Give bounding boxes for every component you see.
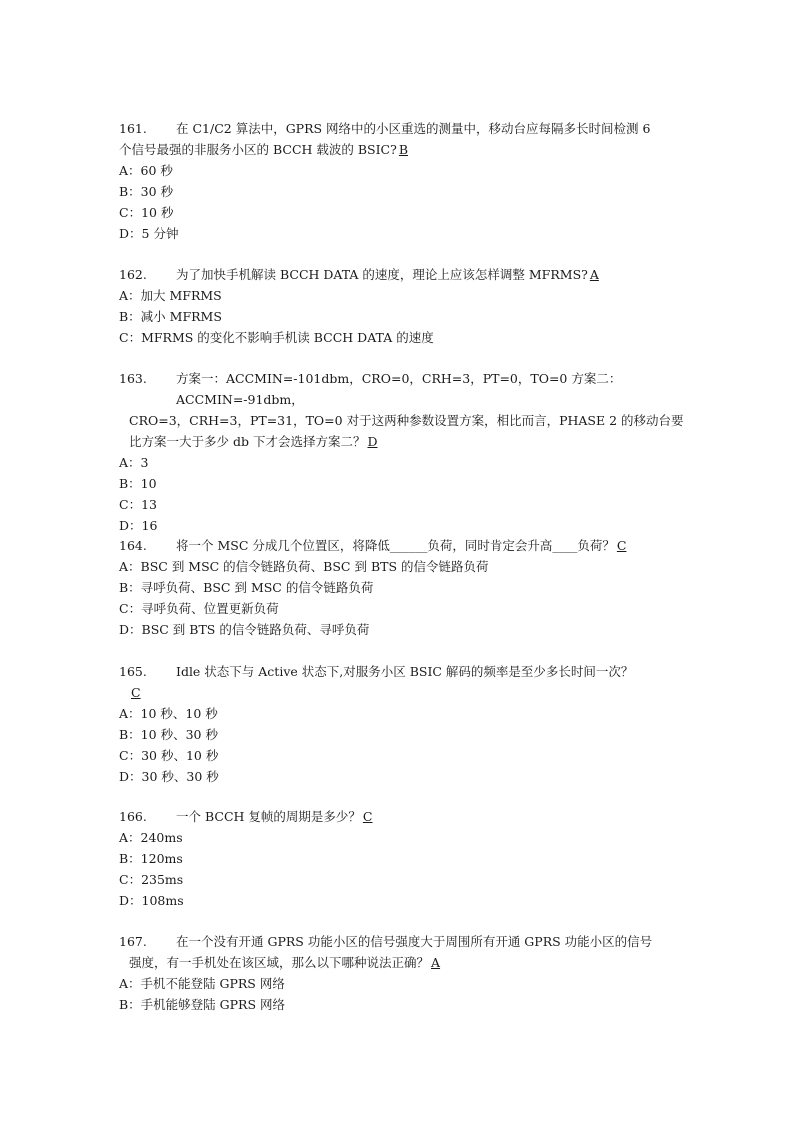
option: C：MFRMS 的变化不影响手机读 BCCH DATA 的速度 [119, 330, 434, 345]
option: C：30 秒、10 秒 [119, 748, 219, 763]
option: C：235ms [119, 872, 184, 887]
option: B：30 秒 [119, 184, 174, 199]
option: D：108ms [119, 893, 184, 908]
question-number: 161. [119, 121, 147, 136]
question-stem [119, 806, 699, 827]
answer-blank: C [616, 538, 627, 553]
option: A：60 秒 [119, 163, 173, 178]
answer-blank: D [367, 434, 378, 449]
answer-blank: C [362, 809, 373, 824]
question-text-line: 个信号最强的非服务小区的 BCCH 载波的 BSIC? B [119, 139, 699, 160]
question-text-line: CRO=3，CRH=3，PT=31，TO=0 对于这两种参数设置方案，相比而言，PHASE 2 的移动台要 [129, 413, 684, 428]
question-number: 167. [119, 934, 147, 949]
option: B：减小 MFRMS [119, 309, 222, 324]
option: C：寻呼负荷、位置更新负荷 [119, 601, 279, 616]
question-stem [119, 661, 699, 703]
question-167 [119, 931, 699, 1015]
question-text-line: 在 C1/C2 算法中，GPRS 网络中的小区重选的测量中，移动台应每隔多长时间检测 6 [176, 121, 651, 136]
question-text-line: 将一个 MSC 分成几个位置区，将降低______负荷，同时肯定会升高____负荷？ C [119, 535, 699, 556]
question-161 [119, 118, 699, 244]
option: A：10 秒、10 秒 [119, 706, 218, 721]
question-166 [119, 806, 699, 911]
question-stem [119, 535, 699, 556]
question-number: 162. [119, 267, 147, 282]
option: B：寻呼负荷、BSC 到 MSC 的信令链路负荷 [119, 580, 374, 595]
option: A：240ms [119, 830, 183, 845]
question-number: 164. [119, 538, 147, 553]
option: A：手机不能登陆 GPRS 网络 [119, 976, 285, 991]
option: D：16 [119, 518, 158, 533]
option: B：10 [119, 476, 157, 491]
option: A：3 [119, 455, 149, 470]
question-162 [119, 264, 699, 348]
question-number: 165. [119, 664, 147, 679]
option: C：13 [119, 497, 157, 512]
answer-blank: A [431, 955, 441, 970]
option: D：30 秒、30 秒 [119, 769, 219, 784]
answer-blank: C [131, 685, 141, 700]
question-text-line: 一个 BCCH 复帧的周期是多少？ C [119, 806, 699, 827]
question-text-line: Idle 状态下与 Active 状态下,对服务小区 BSIC 解码的频率是至少多长时间一次？ [176, 664, 634, 679]
question-text-line: 方案一：ACCMIN=-101dbm，CRO=0，CRH=3，PT=0，TO=0 方案二：ACCMIN=-91dbm， [176, 371, 622, 407]
option: B：120ms [119, 851, 183, 866]
option: D：BSC 到 BTS 的信令链路负荷、寻呼负荷 [119, 622, 370, 637]
option: B：10 秒、30 秒 [119, 727, 218, 742]
question-stem [119, 264, 699, 285]
option: D：5 分钟 [119, 226, 179, 241]
option: B：手机能够登陆 GPRS 网络 [119, 997, 286, 1012]
option: A：加大 MFRMS [119, 288, 222, 303]
question-text-line: 为了加快手机解读 BCCH DATA 的速度，理论上应该怎样调整 MFRMS? A [119, 264, 699, 285]
option: C：10 秒 [119, 205, 174, 220]
question-number: 163. [119, 371, 147, 386]
question-text-line [119, 682, 699, 703]
question-stem [119, 368, 699, 452]
question-text-line: 强度，有一手机处在该区域，那么以下哪种说法正确？ A [119, 952, 699, 973]
question-164 [119, 535, 699, 640]
question-number: 166. [119, 809, 147, 824]
question-stem [119, 118, 699, 160]
question-text-line: 在一个没有开通 GPRS 功能小区的信号强度大于周围所有开通 GPRS 功能小区的信号 [176, 934, 653, 949]
answer-blank: B [398, 142, 409, 157]
question-165 [119, 661, 699, 787]
option: A：BSC 到 MSC 的信令链路负荷、BSC 到 BTS 的信令链路负荷 [119, 559, 489, 574]
question-text-line: 比方案一大于多少 db 下才会选择方案二？ D [119, 431, 699, 452]
question-stem [119, 931, 699, 973]
question-163 [119, 368, 699, 536]
answer-blank: A [589, 267, 599, 282]
